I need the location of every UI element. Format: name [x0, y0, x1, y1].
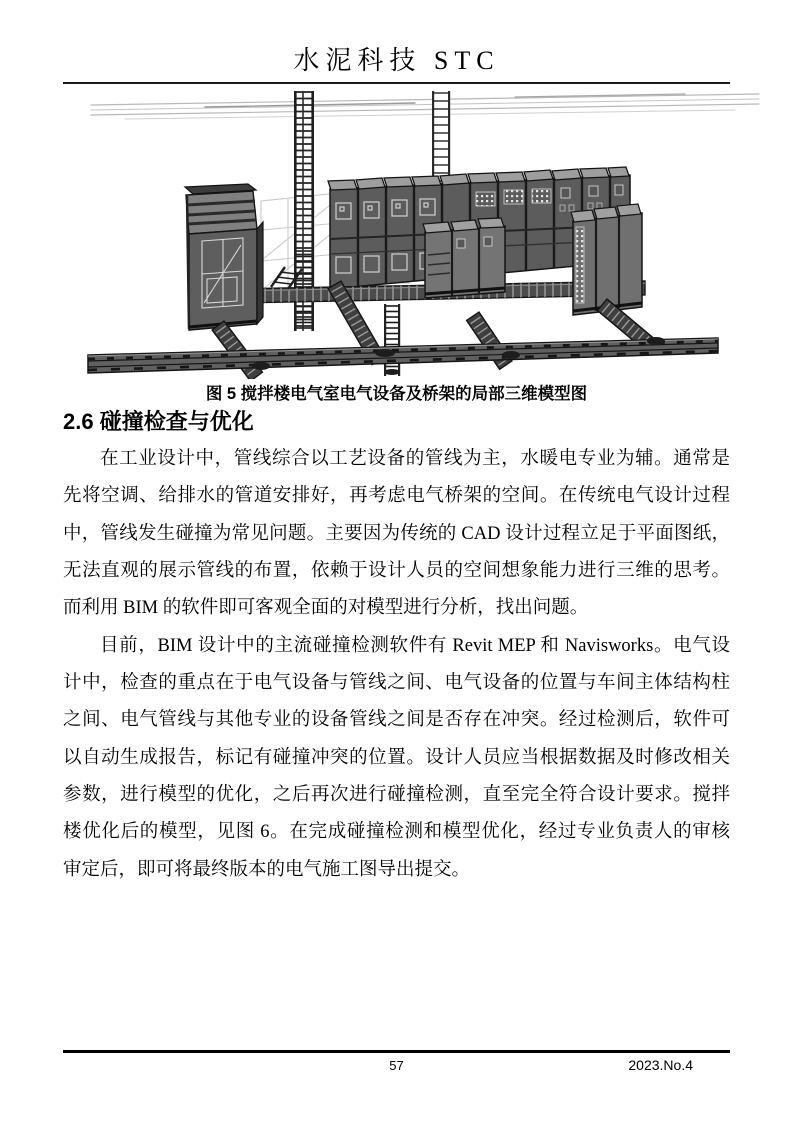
- vertical-support-ladder: [384, 304, 400, 376]
- journal-title: 水泥科技 STC: [293, 46, 500, 75]
- body-line: 参数，进行模型的优化，之后再次进行碰撞检测，直至完全符合设计要求。搅拌: [63, 784, 730, 805]
- body-line: 之间、电气管线与其他专业的设备管线之间是否存在冲突。经过检测后，软件可: [63, 710, 730, 731]
- figure-3d-model: [85, 89, 765, 379]
- cabinet-cluster-mid: [423, 218, 505, 298]
- footer-rule: [63, 1050, 730, 1053]
- 3d-model-illustration: [85, 89, 765, 379]
- horizontal-tray-bottom: [88, 338, 718, 373]
- body-line: 计中，检查的重点在于电气设备与管线之间、电气设备的位置与车间主体结构柱: [63, 672, 730, 693]
- cabinet-cluster-right: [571, 204, 642, 315]
- overhead-pipes: [91, 94, 759, 119]
- body-line: 审定后，即可将最终版本的电气施工图导出提交。: [63, 859, 471, 880]
- body-line: 目前，BIM 设计中的主流碰撞检测软件有 Revit MEP 和 Navisworks。电气设: [100, 635, 730, 656]
- section-heading: 2.6 碰撞检查与优化: [63, 409, 254, 434]
- body-line: 而利用 BIM 的软件即可客观全面的对模型进行分析，找出问题。: [63, 598, 589, 619]
- footer-page-number: 57: [389, 1058, 404, 1073]
- header-rule: [63, 82, 730, 84]
- figure-caption: 图 5 搅拌楼电气室电气设备及桥架的局部三维模型图: [205, 385, 588, 403]
- body-line: 以自动生成报告，标记有碰撞冲突的位置。设计人员应当根据数据及时修改相关: [63, 747, 730, 768]
- body-line: 无法直观的展示管线的布置，依赖于设计人员的空间想象能力进行三维的思考。: [63, 560, 730, 581]
- body-text: [63, 441, 730, 889]
- body-line: 在工业设计中，管线综合以工艺设备的管线为主，水暖电专业为辅。通常是: [100, 449, 730, 469]
- vertical-cable-ladder-right: [432, 91, 450, 184]
- body-line: 先将空调、给排水的管道安排好，再考虑电气桥架的空间。在传统电气设计过程: [63, 486, 730, 507]
- body-line: 中，管线发生碰撞为常见问题。主要因为传统的 CAD 设计过程立足于平面图纸，: [63, 523, 730, 544]
- footer-issue: 2023.No.4: [628, 1057, 693, 1073]
- body-line: 楼优化后的模型，见图 6。在完成碰撞检测和模型优化，经过专业负责人的审核: [63, 822, 730, 843]
- electrical-cabinet-left: [185, 184, 263, 330]
